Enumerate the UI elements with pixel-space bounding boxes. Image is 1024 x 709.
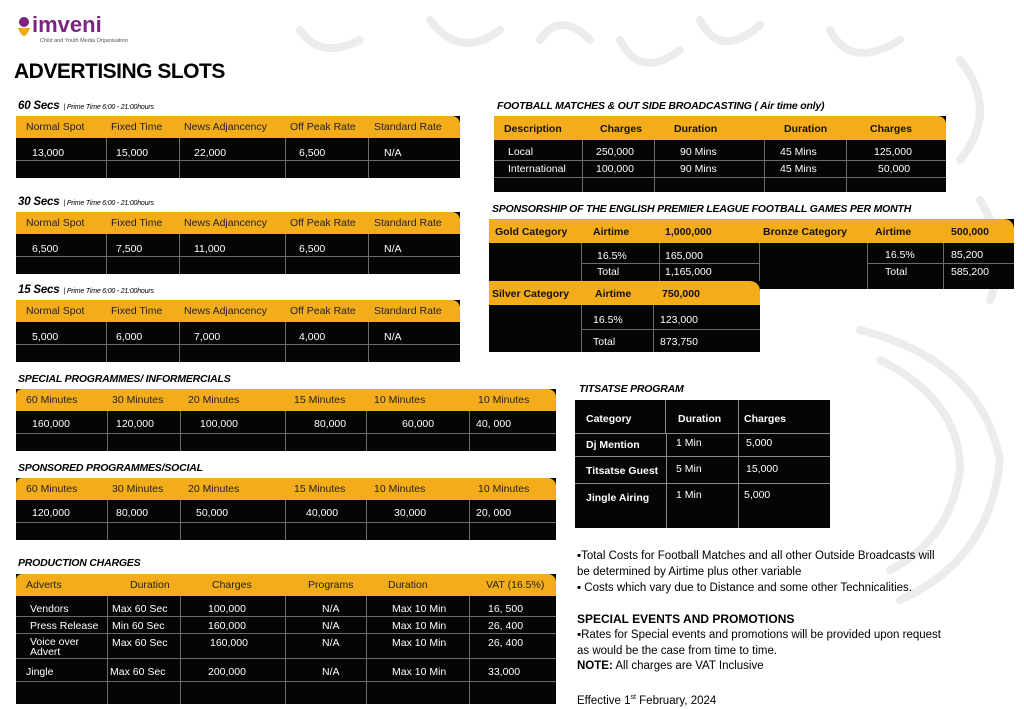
table-cell: 165,000 xyxy=(665,250,703,262)
table-cell: International xyxy=(508,163,566,175)
table-cell: 13,000 xyxy=(32,147,65,159)
header-cell: 30 Minutes xyxy=(112,483,164,495)
header-cell: Charges xyxy=(744,413,787,425)
table-cell: Total xyxy=(597,266,620,278)
table-cell: 873,750 xyxy=(660,336,698,348)
table-cell: 120,000 xyxy=(32,507,70,519)
header-cell: Duration xyxy=(388,579,428,591)
table-cell: 90 Mins xyxy=(680,163,717,175)
note-line: be determined by Airtime plus other variable xyxy=(577,566,802,578)
header-cell: 10 Minutes xyxy=(374,394,426,406)
slot-30-table xyxy=(16,212,460,274)
table-cell: 7,500 xyxy=(116,243,143,255)
slot-60-label: 60 Secs xyxy=(18,100,60,112)
table-cell: Total xyxy=(593,336,616,348)
table-cell: 5 Min xyxy=(676,463,702,475)
header-cell: News Adjancency xyxy=(184,121,267,133)
note-line: ▪ Costs which vary due to Distance and some other Technicalities. xyxy=(577,582,912,594)
slot-15-table xyxy=(16,300,460,362)
table-cell: 16.5% xyxy=(885,249,915,261)
table-cell: 200,000 xyxy=(208,666,246,678)
table-cell: Jingle xyxy=(26,666,54,678)
special-programmes-table xyxy=(16,389,556,451)
epl-gold-bronze-table xyxy=(489,219,1014,289)
header-cell: Fixed Time xyxy=(111,217,163,229)
table-cell: 50,000 xyxy=(878,163,911,175)
table-cell: 40, 000 xyxy=(476,418,512,430)
special-events-title: SPECIAL EVENTS AND PROMOTIONS xyxy=(577,612,795,626)
header-cell: 60 Minutes xyxy=(26,483,78,495)
slot-30-subtitle: | Prime Time 6:00 - 21:00hours xyxy=(63,200,154,207)
table-cell: 40,000 xyxy=(306,507,339,519)
table-cell: 5,000 xyxy=(744,489,771,501)
table-cell: Max 10 Min xyxy=(392,603,447,615)
table-cell: 26, 400 xyxy=(488,620,524,632)
table-header xyxy=(489,219,1014,243)
header-cell: News Adjancency xyxy=(184,305,267,317)
table-cell: N/A xyxy=(322,603,340,615)
table-cell: Total xyxy=(885,266,908,278)
table-cell: 100,000 xyxy=(596,163,634,175)
table-cell: 50,000 xyxy=(196,507,229,519)
effective-date xyxy=(577,690,716,709)
table-cell: 585,200 xyxy=(951,266,989,278)
header-cell: Off Peak Rate xyxy=(290,121,356,133)
header-cell: Airtime xyxy=(593,226,630,238)
header-cell: Duration xyxy=(784,123,828,135)
vat-note xyxy=(577,659,764,674)
table-cell: 80,000 xyxy=(314,418,347,430)
header-cell: 10 Minutes xyxy=(374,483,426,495)
logo-wordmark: imveni xyxy=(32,12,102,37)
epl-silver-table xyxy=(489,281,760,352)
table-cell: 100,000 xyxy=(200,418,238,430)
logo-mark-icon xyxy=(14,14,34,42)
header-cell: Airtime xyxy=(875,226,912,238)
header-cell: Duration xyxy=(130,579,170,591)
header-cell: Standard Rate xyxy=(374,305,442,317)
header-cell: Normal Spot xyxy=(26,121,85,133)
header-cell: Standard Rate xyxy=(374,217,442,229)
note-text: All charges are VAT Inclusive xyxy=(612,660,764,672)
table-cell: Vendors xyxy=(30,603,69,615)
table-cell: 90 Mins xyxy=(680,146,717,158)
silver-amount: 750,000 xyxy=(662,288,700,300)
slot-60-subtitle: | Prime Time 6:00 - 21:00hours xyxy=(63,104,154,111)
header-cell: 60 Minutes xyxy=(26,394,78,406)
table-cell: 1 Min xyxy=(676,489,702,501)
note-label: NOTE: xyxy=(577,660,613,672)
table-cell: 30,000 xyxy=(394,507,427,519)
titsatse-table xyxy=(575,400,830,528)
table-cell: 250,000 xyxy=(596,146,634,158)
header-cell: Category xyxy=(586,413,632,425)
table-cell: 6,000 xyxy=(116,331,143,343)
bronze-category-label: Bronze Category xyxy=(763,226,848,238)
header-cell: Standard Rate xyxy=(374,121,442,133)
table-cell: 1 Min xyxy=(676,437,702,449)
slot-30-label: 30 Secs xyxy=(18,196,60,208)
epl-title: SPONSORSHIP OF THE ENGLISH PREMIER LEAGUE FOOTBALL GAMES PER MONTH xyxy=(492,203,912,215)
table-cell: Min 60 Sec xyxy=(112,620,165,632)
table-cell: 1,165,000 xyxy=(665,266,712,278)
header-cell: 10 Minutes xyxy=(478,483,530,495)
production-charges-table xyxy=(16,574,556,704)
table-cell: Max 10 Min xyxy=(392,637,447,649)
sponsored-programmes-table xyxy=(16,478,556,540)
header-cell: Fixed Time xyxy=(111,121,163,133)
table-cell: 6,500 xyxy=(32,243,59,255)
slot-15-title xyxy=(18,284,154,296)
table-cell: 45 Mins xyxy=(780,146,817,158)
header-cell: Off Peak Rate xyxy=(290,217,356,229)
table-header xyxy=(16,389,556,411)
table-cell: Max 60 Sec xyxy=(110,666,166,678)
table-cell: Titsatse Guest xyxy=(586,465,659,477)
gold-category-label: Gold Category xyxy=(495,226,568,238)
silver-category-label: Silver Category xyxy=(492,288,570,300)
table-cell: 26, 400 xyxy=(488,637,524,649)
header-cell: Description xyxy=(504,123,562,135)
table-cell: 45 Mins xyxy=(780,163,817,175)
table-cell: Max 60 Sec xyxy=(112,603,168,615)
table-cell: 160,000 xyxy=(210,637,248,649)
table-cell: 4,000 xyxy=(299,331,326,343)
table-cell: Local xyxy=(508,146,534,158)
table-cell: 125,000 xyxy=(874,146,912,158)
table-cell: 100,000 xyxy=(208,603,246,615)
header-cell: Charges xyxy=(870,123,913,135)
header-cell: 10 Minutes xyxy=(478,394,530,406)
header-cell: Charges xyxy=(212,579,252,591)
bronze-amount: 500,000 xyxy=(951,226,989,238)
table-cell: N/A xyxy=(384,243,402,255)
slot-60-table xyxy=(16,116,460,178)
production-charges-title: PRODUCTION CHARGES xyxy=(18,557,141,569)
header-cell: Off Peak Rate xyxy=(290,305,356,317)
table-cell: 5,000 xyxy=(746,437,773,449)
table-cell: N/A xyxy=(322,637,340,649)
header-cell: Programs xyxy=(308,579,354,591)
table-cell: 16.5% xyxy=(597,250,627,262)
table-cell: 33,000 xyxy=(488,666,521,678)
header-cell: Airtime xyxy=(595,288,632,300)
table-cell: 160,000 xyxy=(32,418,70,430)
table-cell: N/A xyxy=(384,147,402,159)
logo xyxy=(14,8,128,48)
special-programmes-title: SPECIAL PROGRAMMES/ INFORMERCIALS xyxy=(18,373,231,385)
football-title: FOOTBALL MATCHES & OUT SIDE BROADCASTING ( Air time only) xyxy=(497,100,825,112)
logo-tagline: Child and Youth Media Organisation xyxy=(40,38,128,44)
slot-15-subtitle: | Prime Time 6:00 - 21:00hours xyxy=(63,288,154,295)
header-cell: Adverts xyxy=(26,579,62,591)
header-cell: 15 Minutes xyxy=(294,394,346,406)
table-cell: N/A xyxy=(322,620,340,632)
table-cell: 160,000 xyxy=(208,620,246,632)
gold-amount: 1,000,000 xyxy=(665,226,712,238)
header-cell: Fixed Time xyxy=(111,305,163,317)
sponsored-programmes-title: SPONSORED PROGRAMMES/SOCIAL xyxy=(18,462,203,474)
table-header xyxy=(16,574,556,596)
slot-30-title xyxy=(18,196,154,208)
table-cell: 6,500 xyxy=(299,147,326,159)
table-cell: 15,000 xyxy=(116,147,149,159)
table-cell: 16, 500 xyxy=(488,603,524,615)
effective-prefix: Effective 1 xyxy=(577,694,631,707)
table-cell: N/A xyxy=(384,331,402,343)
titsatse-title: TITSATSE PROGRAM xyxy=(579,383,684,395)
table-cell: 22,000 xyxy=(194,147,227,159)
page-title: ADVERTISING SLOTS xyxy=(14,60,225,83)
table-cell: Max 10 Min xyxy=(392,620,447,632)
header-cell: Duration xyxy=(678,413,722,425)
header-cell: VAT (16.5%) xyxy=(486,579,545,591)
header-cell: 15 Minutes xyxy=(294,483,346,495)
header-cell: 30 Minutes xyxy=(112,394,164,406)
table-cell: 120,000 xyxy=(116,418,154,430)
table-cell: Press Release xyxy=(30,620,99,632)
table-cell: Max 60 Sec xyxy=(112,637,168,649)
header-cell: Charges xyxy=(600,123,643,135)
header-cell: 20 Minutes xyxy=(188,483,240,495)
header-cell: 20 Minutes xyxy=(188,394,240,406)
table-header xyxy=(16,478,556,500)
table-cell: 7,000 xyxy=(194,331,221,343)
header-cell: News Adjancency xyxy=(184,217,267,229)
note-line: ▪Rates for Special events and promotions will be provided upon request xyxy=(577,629,941,641)
football-table xyxy=(494,116,946,192)
table-cell: 15,000 xyxy=(746,463,779,475)
table-cell: 123,000 xyxy=(660,314,698,326)
table-cell: 60,000 xyxy=(402,418,435,430)
effective-suffix: st xyxy=(630,694,636,701)
table-cell: Dj Mention xyxy=(586,439,640,451)
table-cell: 11,000 xyxy=(194,243,226,255)
table-cell: 16.5% xyxy=(593,314,623,326)
table-cell: Max 10 Min xyxy=(392,666,447,678)
header-cell: Normal Spot xyxy=(26,217,85,229)
table-cell: 6,500 xyxy=(299,243,326,255)
note-line: ▪Total Costs for Football Matches and all other Outside Broadcasts will xyxy=(577,550,935,562)
header-cell: Normal Spot xyxy=(26,305,85,317)
table-cell: N/A xyxy=(322,666,340,678)
table-cell: Jingle Airing xyxy=(586,492,650,504)
table-cell: Voice over Advert xyxy=(30,636,80,658)
table-cell: 80,000 xyxy=(116,507,149,519)
note-line: as would be the case from time to time. xyxy=(577,645,778,657)
slot-60-title xyxy=(18,100,154,112)
slot-15-label: 15 Secs xyxy=(18,284,60,296)
table-cell: 85,200 xyxy=(951,249,984,261)
table-cell: 5,000 xyxy=(32,331,59,343)
table-cell: 20, 000 xyxy=(476,507,512,519)
header-cell: Duration xyxy=(674,123,718,135)
effective-rest: February, 2024 xyxy=(635,694,717,707)
